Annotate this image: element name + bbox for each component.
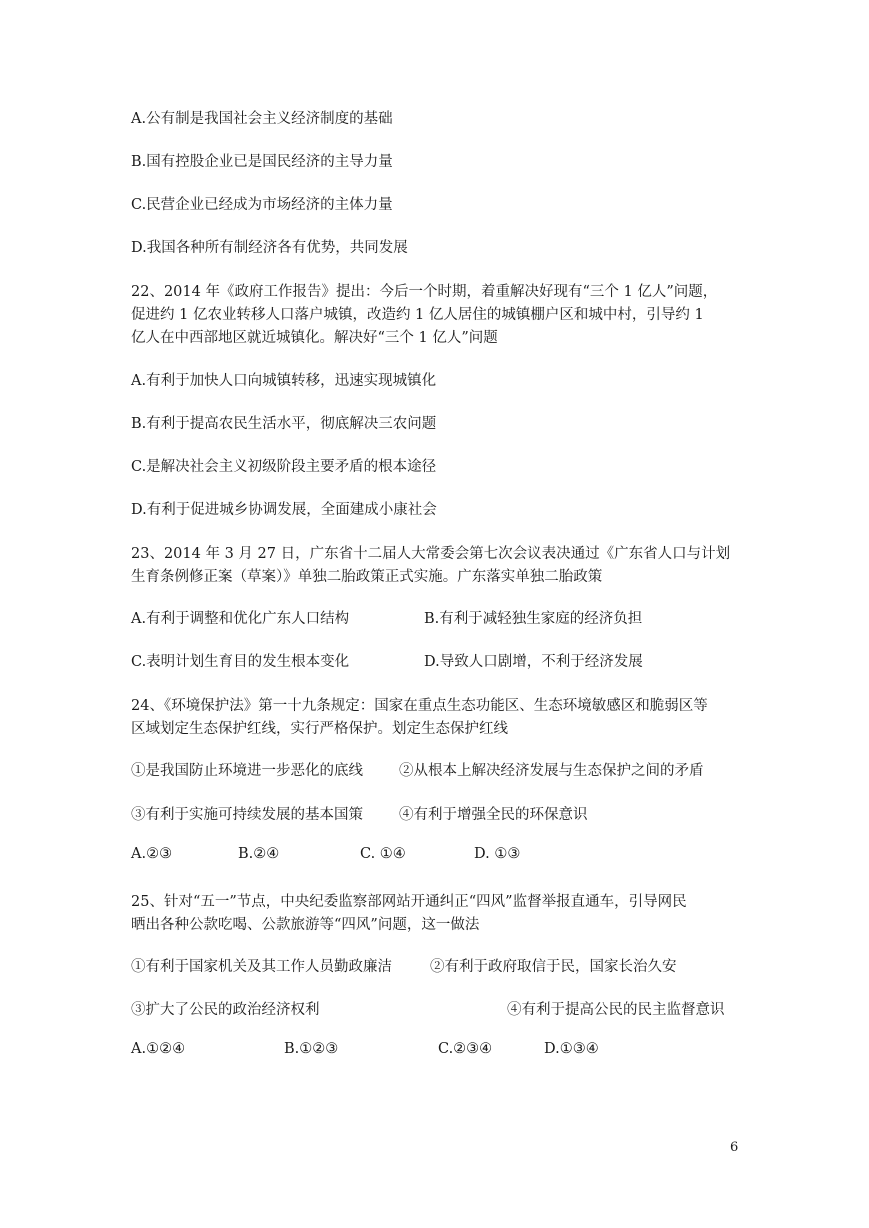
q21-option-a: A.公有制是我国社会主义经济制度的基础 [131,111,393,127]
q24-option-b: B.②④ [238,846,280,862]
q22-stem-line-3: 亿人在中西部地区就近城镇化。解决好“三个 1 亿人”问题 [131,330,498,346]
q23-option-d: D.导致人口剧增，不利于经济发展 [424,654,643,670]
q22-stem-line-2: 促进约 1 亿农业转移人口落户城镇，改造约 1 亿人居住的城镇棚户区和城中村，引导约 1 [131,307,704,323]
q25-item-1: ①有利于国家机关及其工作人员勤政廉洁 [131,959,392,975]
q25-item-4: ④有利于提高公民的民主监督意识 [507,1002,725,1018]
q23-option-c: C.表明计划生育目的发生根本变化 [131,654,350,670]
q24-item-1: ①是我国防止环境进一步恶化的底线 [131,763,363,779]
q25-item-3: ③扩大了公民的政治经济权利 [131,1002,320,1018]
q25-stem-line-2: 晒出各种公款吃喝、公款旅游等“四风”问题，这一做法 [131,917,480,933]
q22-option-b: B.有利于提高农民生活水平，彻底解决三农问题 [131,416,437,432]
q25-stem-line-1: 25、针对“五一”节点，中央纪委监察部网站开通纠正“四风”监督举报直通车，引导网民 [131,894,687,910]
q25-option-d: D.①③④ [544,1041,599,1057]
q24-item-3: ③有利于实施可持续发展的基本国策 [131,807,363,823]
q21-option-d: D.我国各种所有制经济各有优势，共同发展 [131,240,408,256]
q21-option-b: B.国有控股企业已是国民经济的主导力量 [131,154,393,170]
q22-option-a: A.有利于加快人口向城镇转移，迅速实现城镇化 [131,373,437,389]
q22-option-d: D.有利于促进城乡协调发展，全面建成小康社会 [131,502,437,518]
q25-option-c: C.②③④ [438,1041,493,1057]
q24-option-c: C. ①④ [360,846,406,862]
q23-option-a: A.有利于调整和优化广东人口结构 [131,611,350,627]
q24-option-a: A.②③ [131,846,173,862]
q22-option-c: C.是解决社会主义初级阶段主要矛盾的根本途径 [131,459,437,475]
q25-option-b: B.①②③ [284,1041,339,1057]
q24-item-2: ②从根本上解决经济发展与生态保护之间的矛盾 [399,763,704,779]
q24-stem-line-1: 24、《环境保护法》第一十九条规定：国家在重点生态功能区、生态环境敏感区和脆弱区等 [131,698,708,714]
q23-option-b: B.有利于减轻独生家庭的经济负担 [424,611,643,627]
q23-stem-line-2: 生育条例修正案（草案）》单独二胎政策正式实施。广东落实单独二胎政策 [131,569,603,585]
q25-item-2: ②有利于政府取信于民，国家长治久安 [430,959,677,975]
q24-option-d: D. ①③ [474,846,521,862]
q24-stem-line-2: 区域划定生态保护红线，实行严格保护。划定生态保护红线 [131,721,508,737]
page-number: 6 [730,1140,739,1155]
q21-option-c: C.民营企业已经成为市场经济的主体力量 [131,197,393,213]
q25-option-a: A.①②④ [131,1041,186,1057]
q22-stem-line-1: 22、2014 年《政府工作报告》提出：今后一个时期，着重解决好现有“三个 1 亿人”问题， [131,284,718,300]
q23-stem-line-1: 23、2014 年 3 月 27 日，广东省十二届人大常委会第七次会议表决通过《广东省人口与计划 [131,546,731,562]
q24-item-4: ④有利于增强全民的环保意识 [399,807,588,823]
